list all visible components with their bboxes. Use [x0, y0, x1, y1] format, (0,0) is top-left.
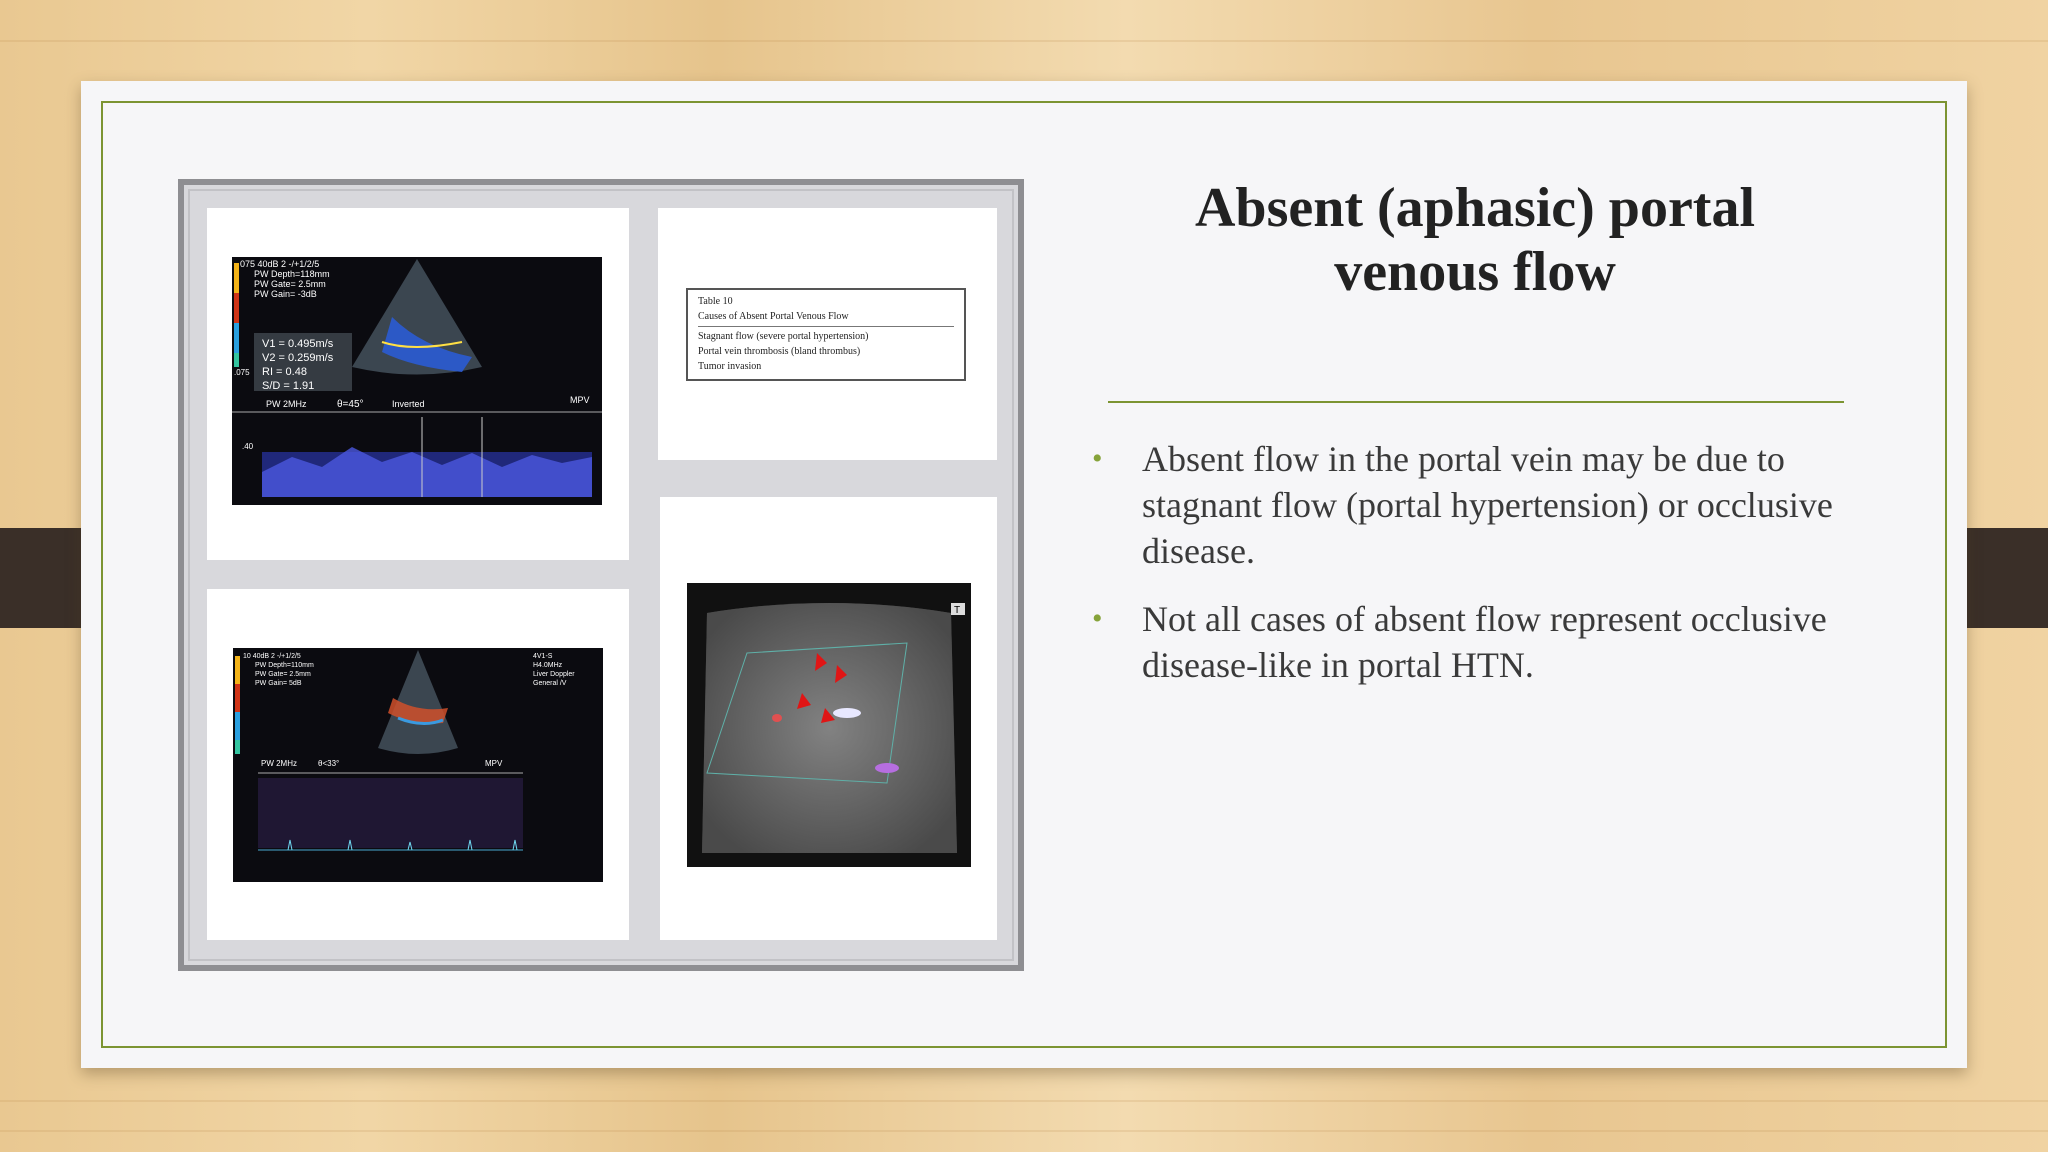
title-divider — [1108, 401, 1844, 403]
slide-title: Absent (aphasic) portal venous flow — [1194, 177, 1756, 303]
p3-right-3: General /V — [533, 680, 567, 687]
p3-header-3: PW Gain= 5dB — [255, 680, 302, 687]
p3-mode: PW 2MHz — [261, 759, 297, 768]
p3-angle: θ<33° — [318, 759, 340, 768]
table-row: Stagnant flow (severe portal hypertension) — [698, 331, 869, 342]
bullet-icon: • — [1092, 602, 1103, 635]
ultrasound-image — [687, 583, 971, 867]
panel-doppler-top — [207, 208, 629, 560]
bullet-icon: • — [1092, 442, 1103, 475]
p1-meas-3: S/D = 1.91 — [262, 380, 315, 392]
table-row: Portal vein thrombosis (bland thrombus) — [698, 346, 861, 357]
p3-header-2: PW Gate= 2.5mm — [255, 671, 311, 678]
p3-right-2: Liver Doppler — [533, 671, 575, 678]
bullet-text: Not all cases of absent flow represent occlusive disease-like in portal HTN. — [1142, 599, 1827, 685]
p1-header-0: 075 40dB 2 -/+1/2/5 — [240, 259, 320, 269]
p1-mode: PW 2MHz — [266, 399, 307, 409]
p3-header-1: PW Depth=110mm — [255, 662, 314, 669]
p1-header-2: PW Gate= 2.5mm — [254, 279, 326, 289]
panel-doppler-bottom — [207, 589, 629, 940]
p4-marker: T — [954, 605, 961, 616]
p1-meas-0: V1 = 0.495m/s — [262, 338, 334, 350]
panel-ultrasound — [660, 497, 997, 940]
p1-scale-2: .075 — [234, 368, 250, 377]
table-title: Table 10 — [698, 296, 733, 307]
bullet-item — [1092, 596, 1862, 688]
p3-right-0: 4V1-S — [533, 653, 553, 660]
doppler-image-2 — [233, 648, 603, 882]
p1-meas-2: RI = 0.48 — [262, 366, 307, 378]
p3-right-1: H4.0MHz — [533, 662, 563, 669]
p1-scale: .40 — [242, 442, 254, 451]
p1-header-1: PW Depth=118mm — [254, 269, 330, 279]
p1-angle: θ=45° — [337, 399, 364, 410]
p3-header-0: 10 40dB 2 -/+1/2/5 — [243, 653, 301, 660]
doppler-image-1 — [232, 257, 602, 505]
causes-table — [686, 288, 966, 381]
bullet-text: Absent flow in the portal vein may be due to stagnant flow (portal hypertension) or occlusive disease. — [1142, 439, 1833, 571]
table-row: Tumor invasion — [698, 361, 762, 372]
p3-vessel: MPV — [485, 759, 503, 768]
p1-inverted: Inverted — [392, 399, 425, 409]
bullet-item — [1092, 436, 1862, 574]
p1-vessel: MPV — [570, 395, 590, 405]
table-caption: Causes of Absent Portal Venous Flow — [698, 311, 849, 322]
p1-meas-1: V2 = 0.259m/s — [262, 352, 334, 364]
p1-header-3: PW Gain= -3dB — [254, 289, 317, 299]
bullet-list — [1092, 436, 1862, 710]
